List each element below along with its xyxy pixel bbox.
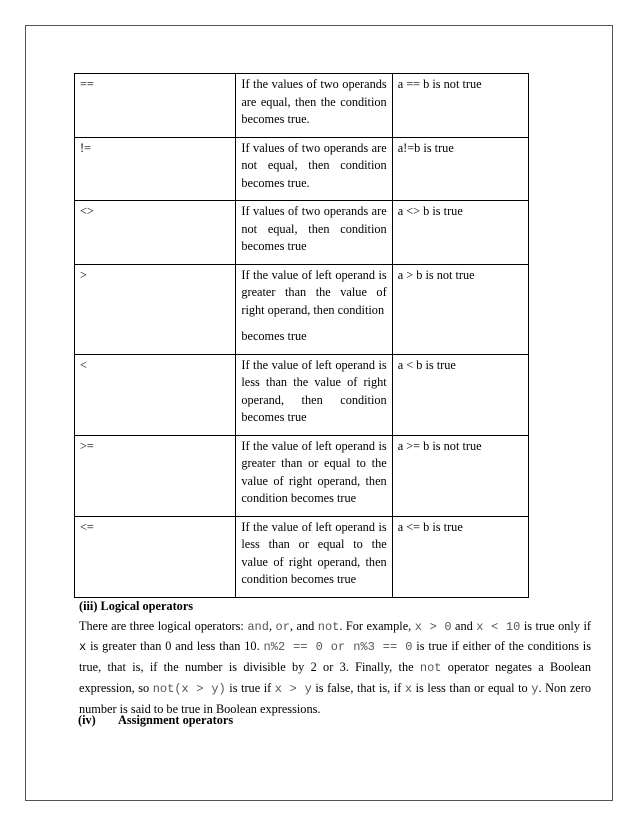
description-cell [236, 354, 392, 435]
description-text: If the value of left operand is less than the value of right operand, then condition becomes true [241, 357, 387, 424]
code-variable: x [404, 681, 413, 696]
description-cell [236, 516, 392, 597]
code-variable: y [531, 681, 539, 696]
text: is greater than 0 and less than 10. [86, 639, 264, 654]
logical-operators-section [79, 597, 591, 719]
text: , and [289, 618, 318, 633]
description-cell [236, 74, 392, 138]
example-cell: a <> b is true [392, 201, 528, 265]
text: . For example, [339, 618, 415, 633]
description-continuation: becomes true [241, 329, 307, 343]
text: is false, that is, if [311, 680, 405, 695]
text: is true only if [520, 618, 591, 633]
example-cell: a == b is not true [392, 74, 528, 138]
operator-cell: <= [75, 516, 236, 597]
table-row [75, 137, 529, 201]
operator-cell: < [75, 354, 236, 435]
text: is less than or equal to [412, 680, 532, 695]
code-expression: not(x > y) [152, 681, 226, 696]
description-text: If the value of left operand is greater than or equal to the value of right operand, then condition becomes true [241, 438, 387, 505]
description-text: If the values of two operands are equal, then the condition becomes true. [241, 77, 387, 126]
example-cell: a > b is not true [392, 264, 528, 354]
section-heading: (iii) Logical operators [79, 599, 194, 613]
table-row [75, 264, 529, 354]
table-row [75, 435, 529, 516]
example-cell: a < b is true [392, 354, 528, 435]
description-cell [236, 201, 392, 265]
operator-cell: <> [75, 201, 236, 265]
logical-operators-paragraph [79, 617, 591, 720]
table-row [75, 354, 529, 435]
section-title: Assignment operators [118, 713, 234, 727]
text: , [268, 618, 276, 633]
description-text: If the value of left operand is greater than the value of right operand, then condition [241, 267, 387, 317]
example-cell: a <= b is true [392, 516, 528, 597]
table-row [75, 74, 529, 138]
code-variable: x [79, 640, 87, 655]
operator-cell: >= [75, 435, 236, 516]
code-not: not [419, 661, 442, 676]
code-expression: x < 10 [476, 619, 521, 634]
text: There are three logical operators: [79, 618, 248, 633]
code-expression: x > 0 [414, 619, 452, 634]
description-text: If values of two operands are not equal, then condition becomes true. [241, 140, 387, 190]
description-cell [236, 137, 392, 201]
description-cell [236, 435, 392, 516]
code-not: not [317, 619, 340, 634]
example-cell: a >= b is not true [392, 435, 528, 516]
description-cell [236, 264, 392, 354]
assignment-operators-heading [78, 713, 233, 728]
description-text: If values of two operands are not equal, then condition becomes true [241, 204, 387, 253]
table-row [75, 516, 529, 597]
text: operator negates a Boolean expression, so [79, 660, 591, 695]
operator-cell: != [75, 137, 236, 201]
code-expression: x > y [274, 681, 312, 696]
text: is true if either of the conditions is true, that is, if the number is divisible by 2 or 3. Finally, the [79, 639, 592, 675]
text: . Non zero number is said to be true in Boolean expressions. [79, 680, 592, 716]
table-row [75, 201, 529, 265]
text: is true if [225, 680, 275, 695]
text: and [451, 618, 477, 633]
operator-cell: == [75, 74, 236, 138]
code-expression: n%2 == 0 or n%3 == 0 [263, 640, 413, 655]
code-and: and [247, 619, 269, 634]
example-cell: a!=b is true [392, 137, 528, 201]
section-number: (iv) [78, 713, 96, 727]
operator-cell: > [75, 264, 236, 354]
code-or: or [275, 619, 290, 634]
comparison-operators-table [74, 73, 529, 598]
description-text: If the value of left operand is less than or equal to the value of right operand, then condition becomes true [241, 519, 387, 586]
